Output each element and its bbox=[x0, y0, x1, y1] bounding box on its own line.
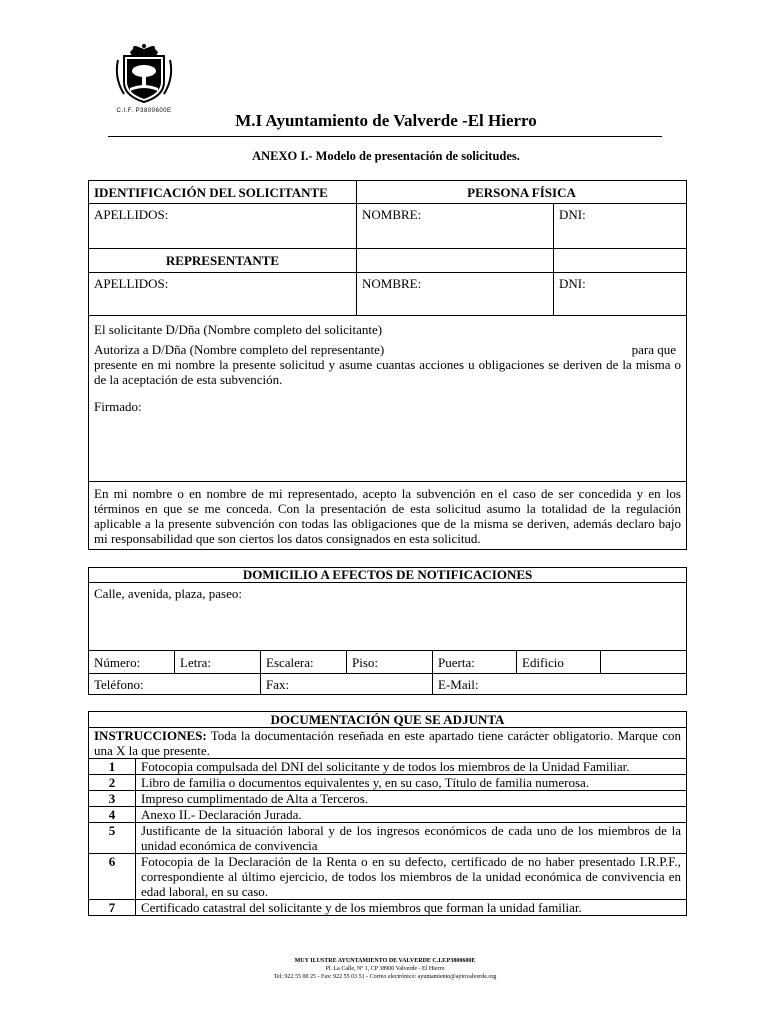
apellidos-field[interactable] bbox=[89, 204, 357, 249]
document-item-text: Fotocopia compulsada del DNI del solicitante y de todos los miembros de la Unidad Familiar. bbox=[136, 759, 687, 775]
document-item-number[interactable]: 7 bbox=[89, 900, 136, 916]
telefono-label: Teléfono: bbox=[94, 676, 144, 692]
puerta-field[interactable] bbox=[433, 651, 517, 674]
piso-field[interactable] bbox=[347, 651, 433, 674]
telefono-field[interactable] bbox=[89, 674, 261, 695]
edificio-label: Edificio bbox=[522, 654, 564, 670]
nombre-label: NOMBRE: bbox=[362, 207, 422, 222]
acceptance-text: En mi nombre o en nombre de mi representado, acepto la subvención en el caso de ser concedida y en los términos en que se me conceda. Con la presentación de esta solicitud asumo la totalidad de la regulación aplicable a la presente subvención con todas las obligaciones que de la misma se deriven, además declaro bajo mi responsabilidad que son ciertos los datos consignados en esta solicitud. bbox=[89, 482, 687, 550]
identification-table bbox=[88, 180, 687, 550]
footer bbox=[180, 957, 590, 981]
nombre-field[interactable] bbox=[357, 204, 554, 249]
rep-dni-field[interactable] bbox=[554, 273, 687, 316]
instructions-text: Toda la documentación reseñada en este apartado tiene carácter obligatorio. Marque con una X la que presente. bbox=[94, 728, 681, 758]
escalera-label: Escalera: bbox=[266, 654, 314, 670]
documentacion-heading: DOCUMENTACIÓN QUE SE ADJUNTA bbox=[89, 712, 687, 728]
document-item-number[interactable]: 2 bbox=[89, 775, 136, 791]
escalera-field[interactable] bbox=[261, 651, 347, 674]
representante-blank-cell bbox=[357, 249, 554, 273]
document-item-text: Justificante de la situación laboral y de los ingresos económicos de cada uno de los miembros de la unidad económica de convivencia bbox=[136, 823, 687, 854]
document-item-text: Certificado catastral del solicitante y de los miembros que forman la unidad familiar. bbox=[136, 900, 687, 916]
identification-heading: IDENTIFICACIÓN DEL SOLICITANTE bbox=[89, 181, 357, 204]
edificio-value-field[interactable] bbox=[601, 651, 687, 674]
autoriza-label: Autoriza a D/Dña (Nombre completo del representante) bbox=[94, 342, 385, 357]
document-item-row[interactable] bbox=[89, 759, 687, 775]
document-item-row[interactable] bbox=[89, 791, 687, 807]
document-item-text: Fotocopia de la Declaración de la Renta o en su defecto, certificado de no haber presentado I.R.P.F., correspondiente al último ejercicio, de todos los miembros de la unidad económica de convivencia en edad laboral, en su caso. bbox=[136, 854, 687, 900]
email-field[interactable] bbox=[433, 674, 687, 695]
document-item-number[interactable]: 1 bbox=[89, 759, 136, 775]
instructions bbox=[89, 728, 687, 759]
document-item-number[interactable]: 4 bbox=[89, 807, 136, 823]
firmado-label[interactable]: Firmado: bbox=[94, 399, 142, 414]
document-item-row[interactable] bbox=[89, 775, 687, 791]
authorization-section bbox=[89, 316, 687, 482]
letra-label: Letra: bbox=[180, 654, 212, 670]
rep-apellidos-label: APELLIDOS: bbox=[94, 276, 169, 291]
fax-label: Fax: bbox=[266, 676, 290, 692]
instructions-label: INSTRUCCIONES: bbox=[94, 728, 207, 743]
representante-heading: REPRESENTANTE bbox=[89, 249, 357, 273]
rep-nombre-field[interactable] bbox=[357, 273, 554, 316]
piso-label: Piso: bbox=[352, 654, 379, 670]
document-item-number[interactable]: 5 bbox=[89, 823, 136, 854]
dni-field[interactable] bbox=[554, 204, 687, 249]
footer-line-3: Tel: 922 55 00 25 - Fax: 922 55 03 51 - Correo electrónico: ayuntamiento@aytovalverde.org bbox=[273, 974, 497, 980]
title-divider bbox=[108, 136, 662, 137]
fax-field[interactable] bbox=[261, 674, 433, 695]
rep-nombre-label: NOMBRE: bbox=[362, 276, 422, 291]
rep-apellidos-field[interactable] bbox=[89, 273, 357, 316]
logo-caption: C.I.F. P3800600E bbox=[116, 108, 172, 114]
page-subtitle: ANEXO I.- Modelo de presentación de solicitudes. bbox=[252, 149, 520, 163]
document-item-number[interactable]: 3 bbox=[89, 791, 136, 807]
dni-label: DNI: bbox=[559, 207, 586, 222]
solicitante-line: El solicitante D/Dña (Nombre completo del solicitante) bbox=[94, 322, 383, 337]
calle-field[interactable] bbox=[89, 583, 687, 651]
rep-dni-label: DNI: bbox=[559, 276, 586, 291]
documentacion-table bbox=[88, 711, 687, 916]
numero-label: Número: bbox=[94, 654, 141, 670]
document-item-text: Libro de familia o documentos equivalentes y, en su caso, Título de familia numerosa. bbox=[136, 775, 687, 791]
edificio-field[interactable] bbox=[517, 651, 601, 674]
footer-line-2: Pl. La Calle, Nº 1, CP 38900 Valverde - El Hierro bbox=[325, 966, 445, 972]
document-item-row[interactable] bbox=[89, 854, 687, 900]
document-item-row[interactable] bbox=[89, 823, 687, 854]
letra-field[interactable] bbox=[175, 651, 261, 674]
document-item-number[interactable]: 6 bbox=[89, 854, 136, 900]
puerta-label: Puerta: bbox=[438, 654, 475, 670]
persona-fisica-heading: PERSONA FÍSICA bbox=[357, 181, 687, 204]
apellidos-label: APELLIDOS: bbox=[94, 207, 169, 222]
coat-of-arms-logo bbox=[108, 38, 180, 114]
footer-line-1: MUY ILUSTRE AYUNTAMIENTO DE VALVERDE C.I.F.P3800600E bbox=[294, 958, 476, 964]
autoriza-line bbox=[94, 342, 681, 357]
email-label: E-Mail: bbox=[438, 676, 479, 692]
document-item-text: Impreso cumplimentado de Alta a Terceros. bbox=[136, 791, 687, 807]
calle-label: Calle, avenida, plaza, paseo: bbox=[94, 586, 242, 601]
domicilio-table bbox=[88, 567, 687, 695]
numero-field[interactable] bbox=[89, 651, 175, 674]
autoriza-text: presente en mi nombre la presente solicitud y asume cuantas acciones u obligaciones se deriven de la misma o de la aceptación de esta subvención. bbox=[94, 357, 681, 387]
document-item-row[interactable] bbox=[89, 900, 687, 916]
representante-blank-cell bbox=[554, 249, 687, 273]
document-item-text: Anexo II.- Declaración Jurada. bbox=[136, 807, 687, 823]
document-item-row[interactable] bbox=[89, 807, 687, 823]
page-title: M.I Ayuntamiento de Valverde -El Hierro bbox=[235, 111, 537, 130]
domicilio-heading: DOMICILIO A EFECTOS DE NOTIFICACIONES bbox=[89, 568, 687, 583]
para-que-label: para que bbox=[631, 342, 676, 357]
document-list bbox=[89, 759, 687, 916]
